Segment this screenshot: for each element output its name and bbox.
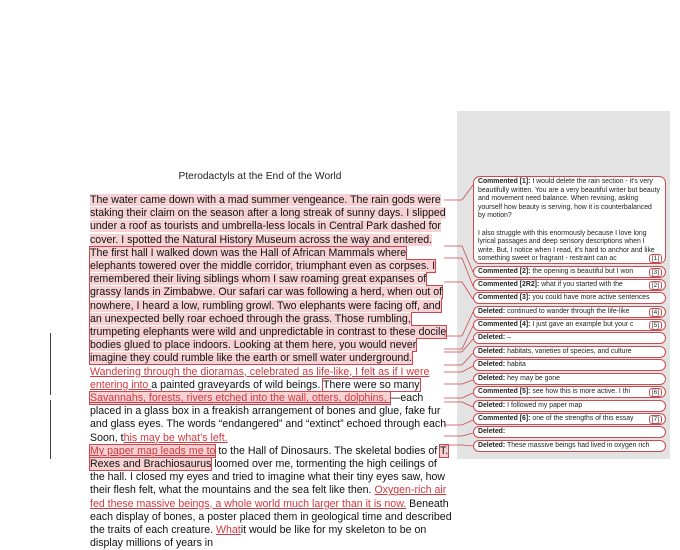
comment-balloon-5[interactable] (473, 386, 666, 398)
comment-label: Deleted: (478, 442, 506, 449)
inserted-text[interactable]: Oxygen-rich air fed these massive beings, a whole world much larger than it is now. (90, 484, 447, 510)
comment-ref-tag: [4] (649, 308, 662, 317)
comment-ref-tag: [7] (649, 415, 662, 424)
comment-label: Deleted: (478, 308, 506, 315)
comment-text: continued to wander through the life-like (507, 308, 630, 315)
document-title: Pterodactyls at the End of the World (178, 171, 342, 182)
comment-text: what if you started with the (541, 281, 623, 288)
comment-text: habitats, varieties of species, and culture (507, 348, 632, 355)
comment-balloon-3[interactable] (473, 292, 666, 304)
highlighted-text[interactable]: The water came down with a mad summer vengeance. The rain gods were staking their claim on the season after a long streak of sunny days. I slipped under a roof as tourists and umbrella-less locals in Central Park dashed for cover. I spotted the Natural History Museum across the way and entered. (90, 194, 446, 246)
inserted-text[interactable]: Savannahs, forests, rivers etched into the wall, otters, dolphins, (90, 392, 390, 405)
inserted-text[interactable]: Wandering through the dioramas, celebrated as life-like, I felt as if I were entering into (90, 365, 430, 391)
inserted-text[interactable]: his may be what’s left. (123, 431, 228, 444)
deletion-balloon[interactable] (473, 306, 666, 318)
comment-balloon-2r2[interactable] (473, 279, 666, 291)
comment-label: Commented [2]: (478, 268, 531, 275)
body-text: —each placed in a glass box in a freakish arrangement of bones and glue, fake fur and glass eyes. The words “endangered” and “extinct” echoed through each (90, 392, 447, 431)
comment-label: Commented [3]: (478, 294, 531, 301)
comment-text: one of the strengths of this essay (532, 415, 634, 422)
comment-text: the opening is beautiful but I won (532, 268, 634, 275)
highlighted-text[interactable]: T. Rexes and Brachiosaurus (90, 444, 449, 471)
comment-balloon-4[interactable] (473, 319, 666, 331)
inserted-text[interactable]: What (216, 524, 241, 537)
comment-text: I also struggle with this enormously because I love long lyrical passages and deep sensory descriptions when I write. But, I notice when I read, it's hard to anchor and like something sweet or fragrant - restraint can ac (478, 229, 655, 263)
comment-label: Deleted: (478, 348, 506, 355)
comment-text: I just gave an example but your c (532, 321, 634, 328)
comment-balloon-6[interactable] (473, 413, 666, 425)
comment-label: Deleted: (478, 334, 506, 341)
comment-text: I would delete the rain section - it's very beautifully written. You are a very beautiful writer but beauty and movement need balance. When revising, asking yourself how beauty is serving, how it is counterbalanced by motion? (478, 178, 660, 220)
body-text: it would be like for my skeleton to be on display millions of years in (90, 524, 427, 550)
body-text: a painted graveyards of wild beings. (151, 378, 324, 391)
deletion-balloon[interactable] (473, 400, 666, 412)
body-text: Beneath each display of bones, a poster placed them in geological time and described the traits of each creature. (90, 497, 452, 537)
body-text: to the Hall of Dinosaurs. The skeletal bodies of (215, 444, 440, 457)
body-text: Soon, t (90, 431, 124, 444)
deletion-balloon[interactable] (473, 332, 666, 344)
comment-label: Commented [5]: (478, 388, 531, 395)
highlighted-text[interactable]: The first hall I walked down was the Hall of African Mammals where elephants towered over the middle corridor, triumphant even as corpses. I remembered their living siblings whom I saw roaming great expanses of grassy lands in Zimbabwe. Our safari car was following a herd, when out of nowhere, I heard a low, rumbling growl. Two elephants were facing off, and an unexpected belly roar echoed through the grass. Those rumbling, trumpeting elephants were wild and unpredictable in contrast to these docile bodies glued to place indoors. Looking at them here, you would never imagine they could rumble like the earth or smell water underground. (90, 246, 447, 365)
comment-text: you could have more active sentences (532, 294, 650, 301)
deletion-balloon[interactable] (473, 346, 666, 358)
comment-label: Commented [1]: (478, 178, 531, 185)
comment-label: Deleted: (478, 428, 506, 435)
comment-text: hey may be gone (507, 375, 560, 382)
comment-balloon-2[interactable] (473, 266, 666, 278)
comment-label: Deleted: (478, 361, 506, 368)
body-text: loomed over me, tormenting the high ceilings of the hall. I closed my eyes and tried to imagine what their tiny eyes saw, how their flesh felt, what the mountains and the sea felt like then. (90, 458, 446, 497)
deletion-balloon[interactable] (473, 359, 666, 371)
comment-text: I followed my paper map (507, 402, 583, 409)
comment-text: These massive beings had lived in oxygen rich (506, 442, 650, 449)
comment-ref-tag: [6] (649, 388, 662, 397)
comment-ref-tag: [5] (649, 321, 662, 330)
inserted-text[interactable]: My paper map leads me to (90, 444, 216, 457)
comment-text: habita (507, 361, 526, 368)
comment-label: Commented [6]: (478, 415, 531, 422)
deletion-balloon[interactable] (473, 440, 666, 452)
comment-label: Deleted: (478, 375, 506, 382)
comment-text: – (507, 334, 511, 341)
comment-ref-tag: [1] (649, 254, 662, 263)
comment-ref-tag: [2] (649, 281, 662, 290)
comment-balloon-1[interactable] (473, 176, 666, 264)
deletion-balloon[interactable] (473, 426, 666, 438)
comment-label: Commented [4]: (478, 321, 531, 328)
comment-text: see how this is more active. I thi (532, 388, 631, 395)
deletion-balloon[interactable] (473, 373, 666, 385)
comment-label: Commented [2R2]: (478, 281, 540, 288)
paragraph-3 (60, 445, 452, 550)
comment-ref-tag: [3] (649, 268, 662, 277)
comment-label: Deleted: (478, 402, 506, 409)
highlighted-text[interactable]: There were so many (323, 378, 420, 391)
